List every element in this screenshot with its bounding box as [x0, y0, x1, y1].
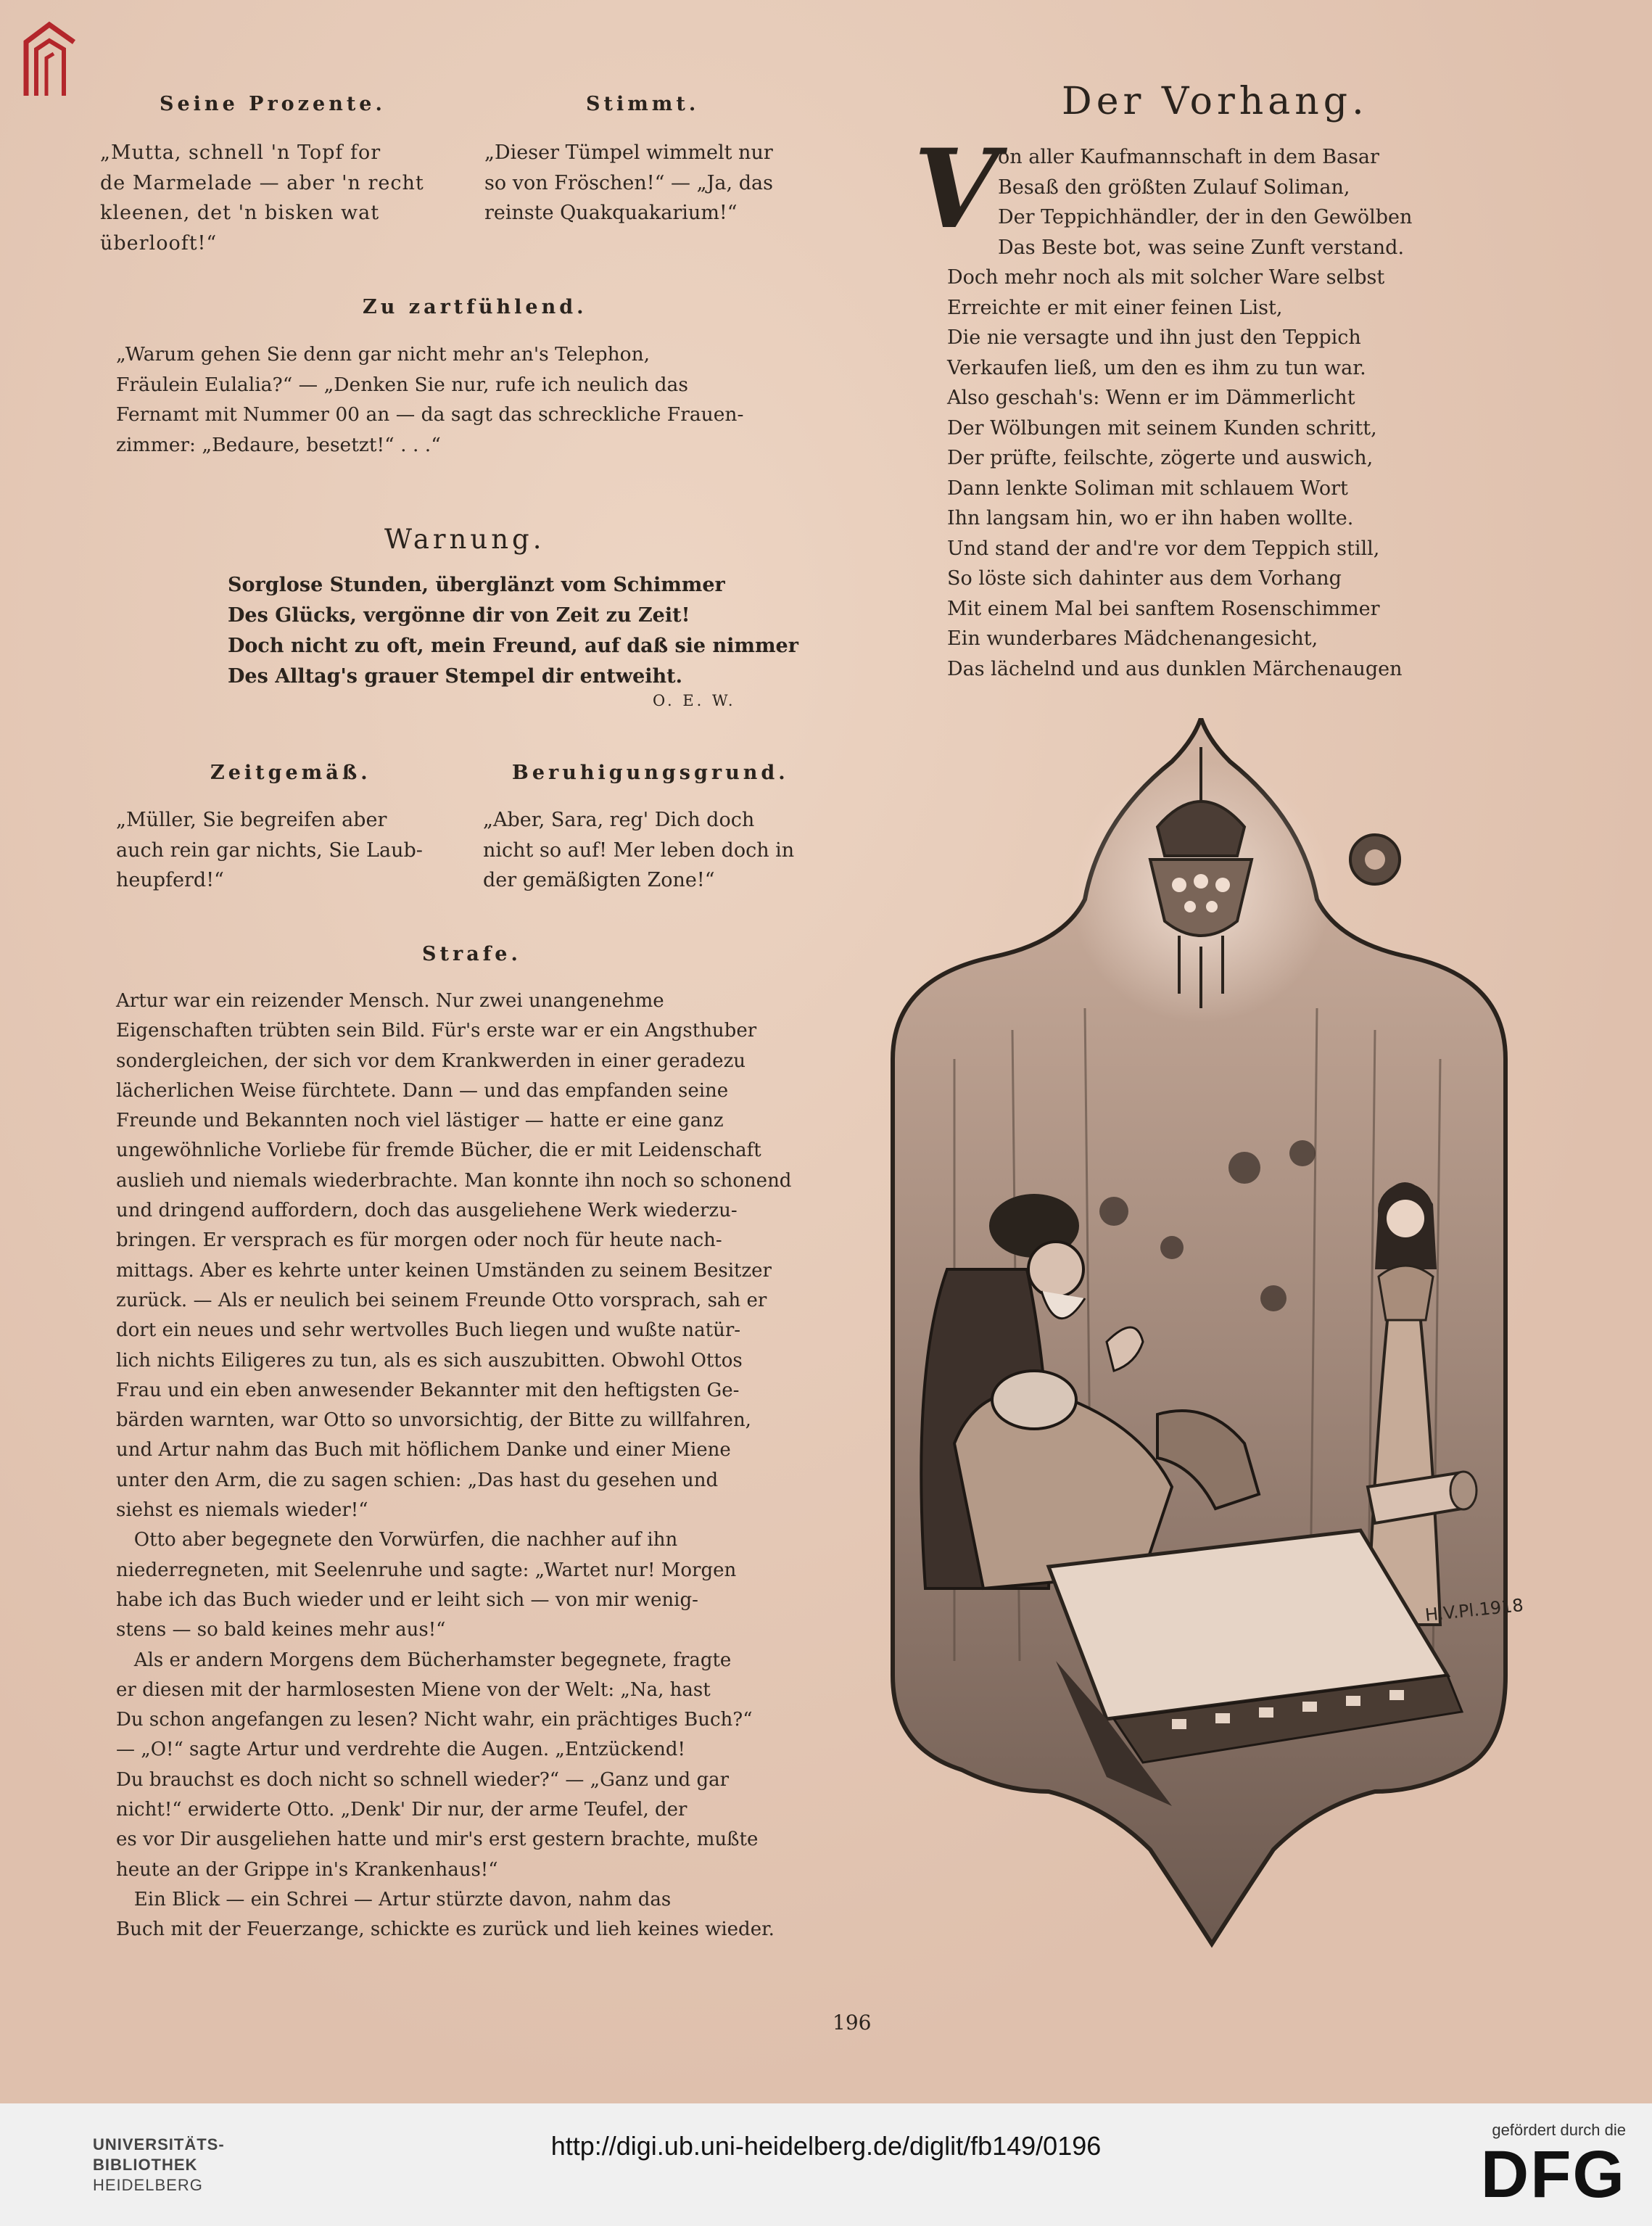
- text-line: Und stand der and're vor dem Teppich still,: [947, 537, 1380, 560]
- text-line: Du schon angefangen zu lesen? Nicht wahr, ein prächtiges Buch?“: [116, 1709, 753, 1731]
- text-line: „Mutta, schnell 'n Topf for: [100, 141, 381, 164]
- text-line: Dann lenkte Soliman mit schlauem Wort: [947, 477, 1348, 500]
- text-line: Ein Blick — ein Schrei — Artur stürzte davon, nahm das: [116, 1888, 672, 1910]
- page-number: 196: [833, 2011, 872, 2035]
- text-line: auslieh und niemals wiederbrachte. Man konnte ihn noch so schonend: [116, 1169, 792, 1192]
- text-line: Fräulein Eulalia?“ — „Denken Sie nur, rufe ich neulich das: [116, 373, 688, 396]
- text-line: Als er andern Morgens dem Bücherhamster begegnete, fragte: [116, 1649, 732, 1671]
- text-line: on aller Kaufmannschaft in dem Basar: [998, 146, 1379, 168]
- text-zeitgemaess: [116, 805, 423, 896]
- text-line: Ein wunderbares Mädchenangesicht,: [947, 627, 1318, 650]
- text-line: Otto aber begegnete den Vorwürfen, die nachher auf ihn: [116, 1529, 678, 1551]
- text-line: Erreichte er mit einer feinen List,: [947, 296, 1283, 319]
- dfg-logo[interactable]: DFG: [1480, 2138, 1626, 2211]
- text-line: reinste Quakquakarium!“: [484, 202, 738, 224]
- text-line: — „O!“ sagte Artur und verdrehte die Augen. „Entzückend!: [116, 1739, 686, 1761]
- text-line: nicht so auf! Mer leben doch in: [483, 838, 795, 862]
- footer-bar: [0, 2103, 1652, 2226]
- heading-stimmt: Stimmt.: [586, 93, 700, 115]
- illustration-signature: H.V.Pl.1918: [1424, 1594, 1524, 1625]
- text-line: bärden warnten, war Otto so unvorsichtig, der Bitte zu willfahren,: [116, 1409, 751, 1432]
- text-line: habe ich das Buch wieder und er leiht sich — von mir wenig-: [116, 1588, 698, 1611]
- text-seine-prozente: [100, 138, 424, 258]
- text-line: Sorglose Stunden, überglänzt vom Schimmer: [228, 574, 725, 596]
- funding-note: gefördert durch die: [1492, 2121, 1626, 2139]
- text-line: sondergleichen, der sich vor dem Krankwerden in einer geradezu: [116, 1050, 746, 1072]
- text-line: „Warum gehen Sie denn gar nicht mehr an's Telephon,: [116, 343, 651, 366]
- text-line: Die nie versagte und ihn just den Teppich: [947, 326, 1361, 349]
- text-line: Doch mehr noch als mit solcher Ware selbst: [947, 266, 1385, 289]
- signature-warnung: O. E. W.: [653, 692, 736, 709]
- text-line: ungewöhnliche Vorliebe für fremde Bücher, die er mit Leidenschaft: [116, 1139, 761, 1162]
- text-line: lich nichts Eiligeres zu tun, als es sich auszubitten. Obwohl Ottos: [116, 1349, 743, 1372]
- library-name-line-2: BIBLIOTHEK: [93, 2156, 198, 2174]
- text-line: Ihn langsam hin, wo er ihn haben wollte.: [947, 507, 1354, 529]
- heading-seine-prozente: Seine Prozente.: [160, 93, 386, 115]
- text-line: „Dieser Tümpel wimmelt nur: [484, 141, 773, 164]
- text-line: Buch mit der Feuerzange, schickte es zurück und lieh keines wieder.: [116, 1918, 775, 1941]
- heading-warnung: Warnung.: [384, 524, 545, 555]
- heading-strafe: Strafe.: [422, 943, 521, 965]
- text-line: So löste sich dahinter aus dem Vorhang: [947, 567, 1342, 590]
- heading-der-vorhang: Der Vorhang.: [1062, 80, 1368, 123]
- text-line: lächerlichen Weise fürchtete. Dann — und das empfanden seine: [116, 1079, 729, 1102]
- text-line: heute an der Grippe in's Krankenhaus!“: [116, 1858, 498, 1881]
- heading-beruhigungsgrund: Beruhigungsgrund.: [512, 762, 789, 784]
- text-beruhigungsgrund: [483, 805, 794, 896]
- text-line: der gemäßigten Zone!“: [483, 869, 715, 891]
- text-line: niederregneten, mit Seelenruhe und sagte: „Wartet nur! Morgen: [116, 1559, 737, 1581]
- text-line: auch rein gar nichts, Sie Laub-: [116, 838, 423, 862]
- text-line: er diesen mit der harmlosesten Miene von der Welt: „Na, hast: [116, 1678, 711, 1701]
- text-line: Artur war ein reizender Mensch. Nur zwei unangenehme: [116, 990, 664, 1012]
- text-strafe: [116, 986, 791, 1945]
- text-line: Der prüfte, feilschte, zögerte und auswich,: [947, 447, 1374, 469]
- library-name-line-3: HEIDELBERG: [93, 2176, 203, 2194]
- text-line: Das Beste bot, was seine Zunft verstand.: [998, 236, 1405, 259]
- text-zu-zartfuehlend: [116, 339, 743, 460]
- text-line: Fernamt mit Nummer 00 an — da sagt das schreckliche Frauen-: [116, 403, 744, 426]
- text-line: und dringend auffordern, doch das ausgeliehene Werk wiederzu-: [116, 1200, 738, 1222]
- text-line: Verkaufen ließ, um den es ihm zu tun war.: [947, 356, 1366, 379]
- text-line: zimmer: „Bedaure, besetzt!“ . . .“: [116, 433, 441, 456]
- text-line: bringen. Er versprach es für morgen oder noch für heute nach-: [116, 1229, 722, 1252]
- text-line: de Marmelade — aber 'n recht: [100, 171, 424, 194]
- permalink-url[interactable]: http://digi.ub.uni-heidelberg.de/diglit/fb149/0196: [550, 2131, 1102, 2161]
- bazaar-illustration: [867, 718, 1566, 1951]
- text-line: Freunde und Bekannten noch viel lästiger — hatte er eine ganz: [116, 1110, 724, 1132]
- text-line: Der Teppichhändler, der in den Gewölben: [998, 206, 1413, 228]
- text-line: zurück. — Als er neulich bei seinem Freunde Otto vorsprach, sah er: [116, 1289, 767, 1311]
- text-line: „Aber, Sara, reg' Dich doch: [483, 809, 755, 831]
- text-line: und Artur nahm das Buch mit höflichem Danke und einer Miene: [116, 1439, 731, 1462]
- text-line: Mit einem Mal bei sanftem Rosenschimmer: [947, 597, 1380, 620]
- text-line: dort ein neues und sehr wertvolles Buch liegen und wußte natür-: [116, 1319, 741, 1342]
- text-line: Doch nicht zu oft, mein Freund, auf daß sie nimmer: [228, 635, 798, 657]
- text-line: nicht!“ erwiderte Otto. „Denk' Dir nur, der arme Teufel, der: [116, 1799, 687, 1821]
- poem-warnung: [228, 570, 798, 692]
- text-line: Das lächelnd und aus dunklen Märchenaugen: [947, 657, 1403, 680]
- text-line: unter den Arm, die zu sagen schien: „Das hast du gesehen und: [116, 1469, 719, 1491]
- text-line: Frau und ein eben anwesender Bekannter mit den heftigsten Ge-: [116, 1379, 740, 1401]
- heading-zeitgemaess: Zeitgemäß.: [210, 762, 371, 784]
- university-library-logo-icon[interactable]: [20, 20, 80, 102]
- text-line: Du brauchst es doch nicht so schnell wieder?“ — „Ganz und gar: [116, 1768, 730, 1791]
- text-line: Also geschah's: Wenn er im Dämmerlicht: [947, 387, 1355, 409]
- text-line: Des Alltag's grauer Stempel dir entweiht.: [228, 665, 683, 688]
- text-line: Der Wölbungen mit seinem Kunden schritt,: [947, 416, 1377, 440]
- text-line: Eigenschaften trübten sein Bild. Für's erste war er ein Angsthuber: [116, 1020, 757, 1042]
- text-line: überlooft!“: [100, 231, 218, 255]
- dropcap: V: [914, 125, 999, 253]
- text-line: heupferd!“: [116, 869, 224, 891]
- text-line: mittags. Aber es kehrte unter keinen Umständen zu seinem Besitzer: [116, 1259, 772, 1282]
- text-line: so von Fröschen!“ — „Ja, das: [484, 171, 773, 194]
- text-line: Besaß den größten Zulauf Soliman,: [998, 176, 1350, 199]
- library-name-line-1: UNIVERSITÄTS-: [93, 2135, 225, 2153]
- text-line: siehst es niemals wieder!“: [116, 1499, 368, 1522]
- poem-der-vorhang: [947, 142, 1412, 684]
- text-stimmt: [484, 138, 773, 228]
- text-line: es vor Dir ausgeliehen hatte und mir's erst gestern brachte, mußte: [116, 1829, 759, 1851]
- text-line: „Müller, Sie begreifen aber: [116, 809, 387, 831]
- heading-zu-zartfuehlend: Zu zartfühlend.: [363, 296, 587, 318]
- text-line: stens — so bald keines mehr aus!“: [116, 1619, 446, 1641]
- text-line: Des Glücks, vergönne dir von Zeit zu Zeit!: [228, 604, 690, 627]
- text-line: kleenen, det 'n bisken wat: [100, 202, 380, 224]
